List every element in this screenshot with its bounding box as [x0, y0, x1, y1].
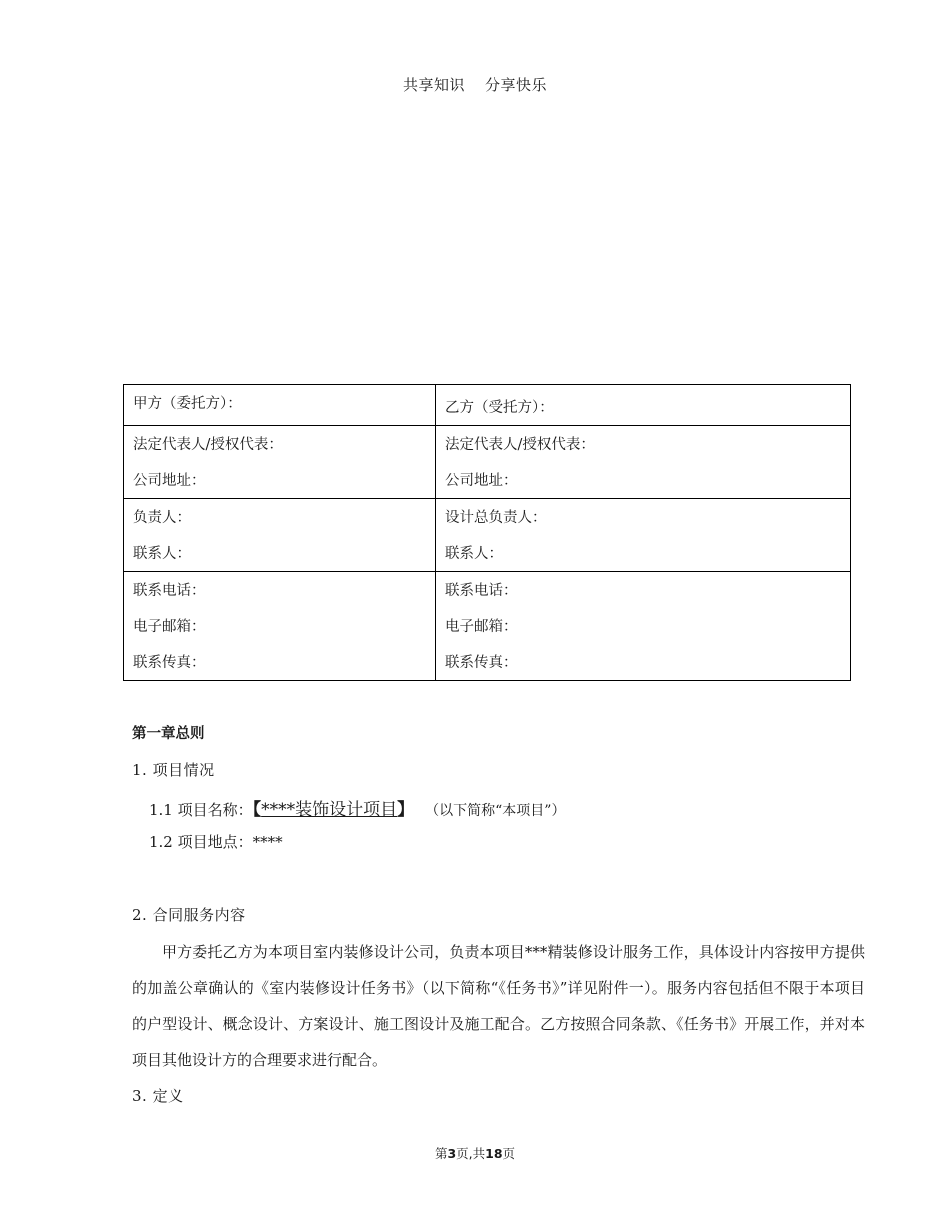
header-left-text: 共享知识 — [402, 76, 465, 94]
page-header — [0, 74, 950, 95]
section-1-title: 1. 项目情况 — [132, 761, 215, 779]
party-a-fax: 联系传真： — [133, 655, 206, 671]
party-b-label: 乙方（受托方）： — [445, 400, 554, 416]
party-a-contact: 联系人： — [133, 546, 191, 562]
party-a-phone: 联系电话： — [133, 583, 206, 599]
party-b-legal-rep: 法定代表人/授权代表： — [445, 437, 595, 453]
header-right-text: 分享快乐 — [485, 76, 548, 94]
page-footer: 第3页,共18页 — [434, 1146, 516, 1161]
table-row — [124, 499, 851, 572]
party-b-design-lead: 设计总负责人： — [445, 510, 547, 526]
party-b-cell — [436, 385, 851, 426]
party-a-address: 公司地址： — [133, 473, 206, 489]
project-location: 1.2 项目地点：**** — [149, 833, 283, 851]
project-name-label: 1.1 项目名称： — [149, 801, 253, 819]
party-a-cell — [124, 385, 436, 426]
section-2-title: 2. 合同服务内容 — [132, 906, 246, 924]
chapter-title: 第一章总则 — [132, 726, 205, 742]
party-a-label: 甲方（委托方）： — [133, 396, 242, 412]
current-page-number: 3 — [447, 1146, 457, 1161]
party-a-responsible: 负责人： — [133, 510, 191, 526]
table-row — [124, 385, 851, 426]
bracket-open: 【 — [252, 800, 262, 820]
party-a-email: 电子邮箱： — [133, 619, 206, 635]
section-3-title: 3. 定义 — [132, 1087, 184, 1105]
parties-table — [123, 384, 851, 681]
bracket-close: 】 — [397, 800, 415, 820]
service-content-paragraph: 甲方委托乙方为本项目室内装修设计公司，负责本项目***精装修设计服务工作，具体设计内容按甲方提供的加盖公章确认的《室内装修设计任务书》（以下简称“《任务书》”详见附件一）。服务内容包括但不限于本项目的户型设计、概念设计、方案设计、施工图设计及施工配合。乙方按照合同条款、《任务书》开展工作，并对本项目其他设计方的合理要求进行配合。 — [132, 943, 865, 1069]
party-b-phone: 联系电话： — [445, 583, 518, 599]
party-b-email: 电子邮箱： — [445, 619, 518, 635]
party-b-address: 公司地址： — [445, 473, 518, 489]
total-pages-number: 18 — [485, 1146, 503, 1161]
party-b-contact: 联系人： — [445, 546, 503, 562]
project-name-note: （以下简称“本项目”） — [432, 803, 566, 819]
party-a-legal-rep: 法定代表人/授权代表： — [133, 437, 283, 453]
table-row — [124, 426, 851, 499]
table-row — [124, 572, 851, 681]
project-name-line — [149, 795, 565, 820]
project-name-value: ****装饰设计项目 — [261, 800, 398, 820]
party-b-fax: 联系传真： — [445, 655, 518, 671]
